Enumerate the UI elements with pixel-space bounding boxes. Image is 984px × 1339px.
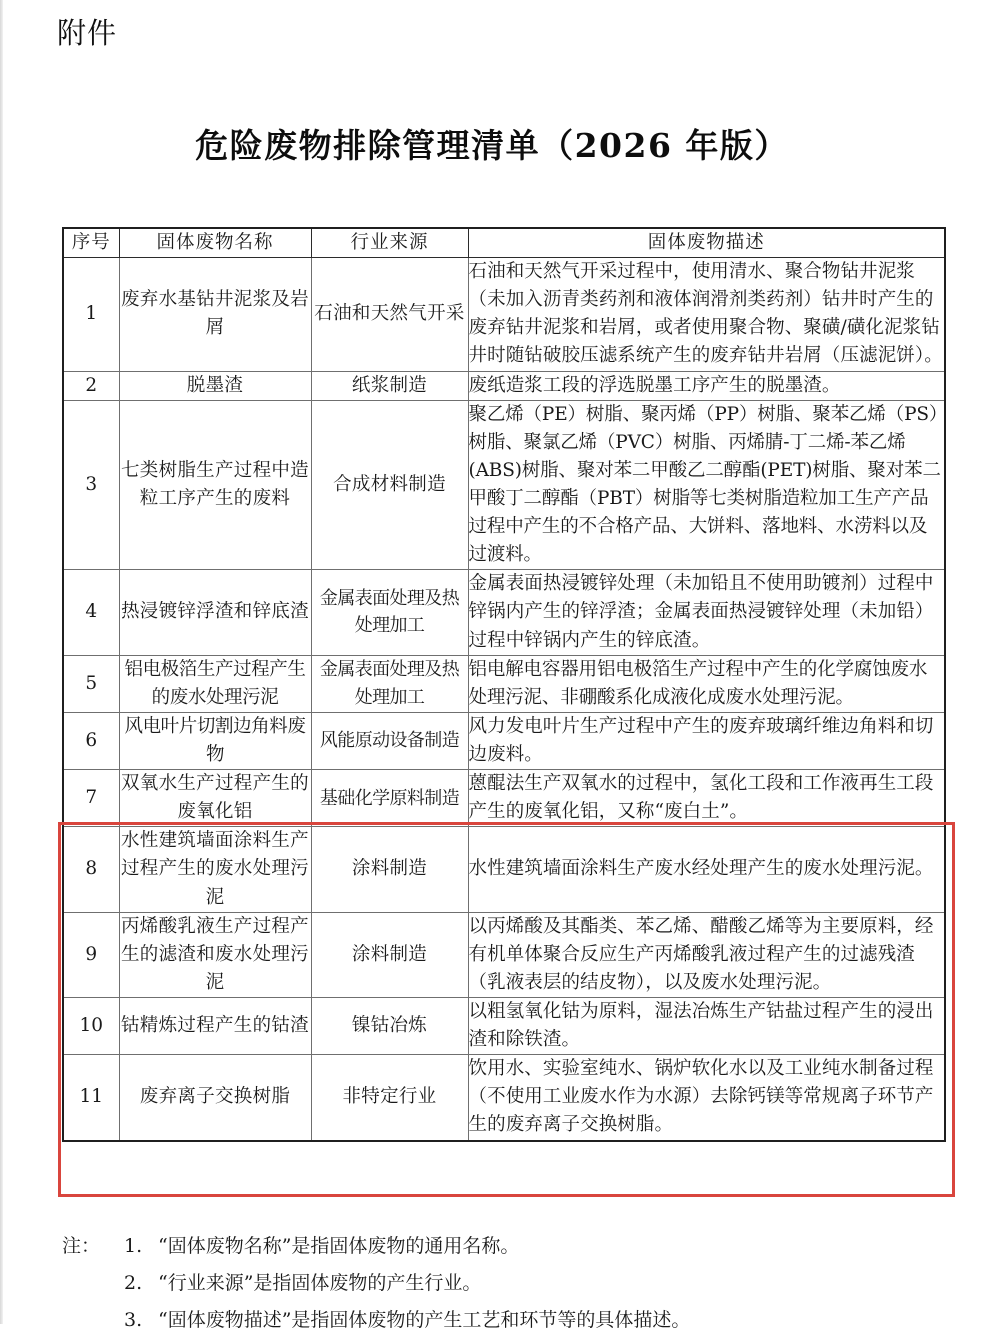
table-header bbox=[63, 228, 945, 258]
cell-description: 铝电解电容器用铝电极箔生产过程中产生的化学腐蚀废水处理污泥、非硼酸系化成液化成废水处理污泥。 bbox=[468, 655, 945, 712]
table-body bbox=[63, 258, 945, 1141]
note-text: “固体废物名称”是指固体废物的通用名称。 bbox=[158, 1235, 520, 1257]
cell-waste-name: 废弃离子交换树脂 bbox=[119, 1055, 311, 1141]
cell-description: 聚乙烯（PE）树脂、聚丙烯（PP）树脂、聚苯乙烯（PS）树脂、聚氯乙烯（PVC）树脂、丙烯腈-丁二烯-苯乙烯(ABS)树脂、聚对苯二甲酸乙二醇酯(PET)树脂、聚对苯二甲酸丁二醇酯（PBT）树脂等七类树脂造粒加工生产产品过程中产生的不合格产品、大饼料、落地料、水涝料以及过渡料。 bbox=[468, 400, 945, 570]
cell-description: 以丙烯酸及其酯类、苯乙烯、醋酸乙烯等为主要原料，经有机单体聚合反应生产丙烯酸乳液过程产生的过滤残渣（乳液表层的结皮物），以及废水处理污泥。 bbox=[468, 912, 945, 997]
cell-no: 7 bbox=[63, 770, 119, 827]
cell-no: 9 bbox=[63, 912, 119, 997]
cell-no: 4 bbox=[63, 570, 119, 655]
note-number: 3. bbox=[124, 1309, 143, 1332]
cell-description: 废纸造浆工段的浮选脱墨工序产生的脱墨渣。 bbox=[468, 371, 945, 400]
cell-no: 5 bbox=[63, 655, 119, 712]
note-item bbox=[62, 1265, 946, 1302]
page-title: 危险废物排除管理清单（2026 年版） bbox=[195, 126, 789, 165]
cell-industry: 合成材料制造 bbox=[311, 400, 468, 570]
cell-waste-name: 风电叶片切割边角料废物 bbox=[119, 712, 311, 769]
table-row bbox=[63, 912, 945, 997]
note-number: 2. bbox=[124, 1272, 143, 1295]
cell-industry: 基础化学原料制造 bbox=[311, 770, 468, 827]
cell-waste-name: 水性建筑墙面涂料生产过程产生的废水处理污泥 bbox=[119, 827, 311, 912]
cell-no: 11 bbox=[63, 1055, 119, 1141]
column-header-name: 固体废物名称 bbox=[119, 228, 311, 258]
column-header-description: 固体废物描述 bbox=[468, 228, 945, 258]
cell-waste-name: 脱墨渣 bbox=[119, 371, 311, 400]
cell-waste-name: 双氧水生产过程产生的废氧化铝 bbox=[119, 770, 311, 827]
cell-description: 金属表面热浸镀锌处理（未加铅且不使用助镀剂）过程中锌锅内产生的锌浮渣；金属表面热浸镀锌处理（未加铅）过程中锌锅内产生的锌底渣。 bbox=[468, 570, 945, 655]
column-header-no: 序号 bbox=[63, 228, 119, 258]
waste-exclusion-table-container bbox=[62, 227, 946, 1142]
table-row bbox=[63, 258, 945, 371]
cell-industry: 镍钴冶炼 bbox=[311, 997, 468, 1054]
table-row bbox=[63, 655, 945, 712]
note-text: “行业来源”是指固体废物的产生行业。 bbox=[158, 1272, 482, 1295]
note-text: “固体废物描述”是指固体废物的产生工艺和环节等的具体描述。 bbox=[158, 1309, 691, 1332]
cell-industry: 石油和天然气开采 bbox=[311, 258, 468, 371]
cell-waste-name: 热浸镀锌浮渣和锌底渣 bbox=[119, 570, 311, 655]
table-header-row bbox=[63, 228, 945, 258]
notes-section bbox=[62, 1228, 946, 1339]
cell-description: 饮用水、实验室纯水、锅炉软化水以及工业纯水制备过程（不使用工业废水作为水源）去除钙镁等常规离子环节产生的废弃离子交换树脂。 bbox=[468, 1055, 945, 1141]
cell-waste-name: 丙烯酸乳液生产过程产生的滤渣和废水处理污泥 bbox=[119, 912, 311, 997]
cell-no: 10 bbox=[63, 997, 119, 1054]
cell-waste-name: 七类树脂生产过程中造粒工序产生的废料 bbox=[119, 400, 311, 570]
cell-description: 石油和天然气开采过程中，使用清水、聚合物钻井泥浆（未加入沥青类药剂和液体润滑剂类药剂）钻井时产生的废弃钻井泥浆和岩屑，或者使用聚合物、聚磺/磺化泥浆钻井时随钻破胶压滤系统产生的废弃钻井岩屑（压滤泥饼）。 bbox=[468, 258, 945, 371]
cell-industry: 风能原动设备制造 bbox=[311, 712, 468, 769]
attachment-label: 附件 bbox=[57, 16, 118, 50]
cell-description: 水性建筑墙面涂料生产废水经处理产生的废水处理污泥。 bbox=[468, 827, 945, 912]
cell-description: 蒽醌法生产双氧水的过程中，氢化工段和工作液再生工段产生的废氧化铝，又称“废白土”。 bbox=[468, 770, 945, 827]
table-row bbox=[63, 827, 945, 912]
cell-description: 风力发电叶片生产过程中产生的废弃玻璃纤维边角料和切边废料。 bbox=[468, 712, 945, 769]
cell-no: 6 bbox=[63, 712, 119, 769]
table-row bbox=[63, 1055, 945, 1141]
cell-industry: 非特定行业 bbox=[311, 1055, 468, 1141]
cell-industry: 纸浆制造 bbox=[311, 371, 468, 400]
cell-waste-name: 钴精炼过程产生的钴渣 bbox=[119, 997, 311, 1054]
table-row bbox=[63, 997, 945, 1054]
waste-exclusion-table bbox=[62, 227, 946, 1142]
table-row bbox=[63, 770, 945, 827]
cell-no: 1 bbox=[63, 258, 119, 371]
table-row bbox=[63, 400, 945, 570]
table-row bbox=[63, 712, 945, 769]
cell-waste-name: 废弃水基钻井泥浆及岩屑 bbox=[119, 258, 311, 371]
cell-no: 2 bbox=[63, 371, 119, 400]
cell-waste-name: 铝电极箔生产过程产生的废水处理污泥 bbox=[119, 655, 311, 712]
note-number: 1. bbox=[124, 1235, 143, 1257]
table-row bbox=[63, 570, 945, 655]
cell-industry: 金属表面处理及热处理加工 bbox=[311, 570, 468, 655]
column-header-industry: 行业来源 bbox=[311, 228, 468, 258]
page-edge-artifact bbox=[0, 0, 3, 1324]
cell-industry: 金属表面处理及热处理加工 bbox=[311, 655, 468, 712]
note-item bbox=[62, 1228, 946, 1265]
cell-no: 3 bbox=[63, 400, 119, 570]
notes-label: 注： bbox=[62, 1235, 101, 1257]
cell-industry: 涂料制造 bbox=[311, 912, 468, 997]
cell-description: 以粗氢氧化钴为原料，湿法冶炼生产钴盐过程产生的浸出渣和除铁渣。 bbox=[468, 997, 945, 1054]
table-row bbox=[63, 371, 945, 400]
cell-no: 8 bbox=[63, 827, 119, 912]
cell-industry: 涂料制造 bbox=[311, 827, 468, 912]
note-item bbox=[62, 1302, 946, 1339]
